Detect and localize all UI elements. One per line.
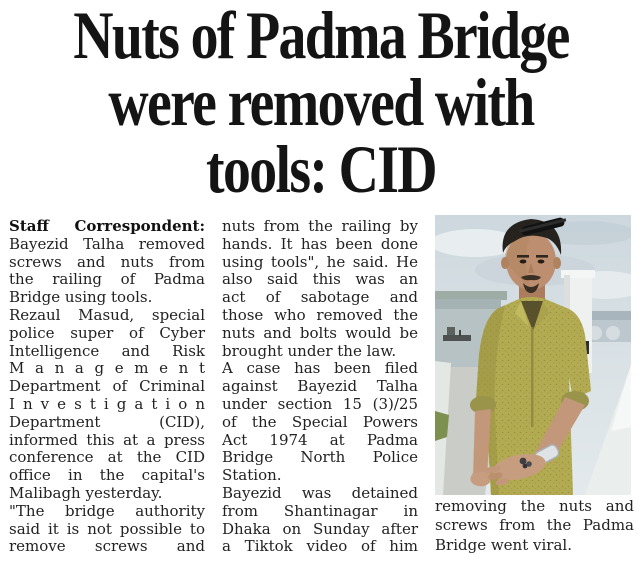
body-line: Bayezid Talha removed xyxy=(9,234,205,253)
body-line: Department (CID), xyxy=(9,412,205,431)
body-line: office in the capital's xyxy=(9,466,205,485)
body-line: said it is not possible to xyxy=(9,519,205,538)
body-line: Bridge North Police xyxy=(222,448,418,467)
body-line: A case has been filed xyxy=(222,359,418,378)
text-column-2 xyxy=(222,218,418,556)
body-line: hands. It has been done xyxy=(222,234,418,253)
body-line: Department of Criminal xyxy=(9,377,205,396)
body-line: under section 15 (3)/25 xyxy=(222,394,418,413)
body-line: from Shantinagar in xyxy=(222,501,418,520)
headline-line: tools: CID xyxy=(206,131,436,207)
headline-line: were removed with xyxy=(108,64,534,140)
body-line: a Tiktok video of him xyxy=(222,537,418,556)
text-column-1 xyxy=(9,218,205,556)
news-photo-illustration xyxy=(435,215,631,495)
body-line: nuts and bolts would be xyxy=(222,323,418,342)
photo-greenery xyxy=(435,411,449,441)
caption-line: removing the nuts and xyxy=(435,497,634,515)
body-line: against Bayezid Talha xyxy=(222,377,418,396)
body-line: remove screws and xyxy=(9,537,205,556)
photo-shoreline xyxy=(435,291,507,300)
body-line: of the Special Powers xyxy=(222,412,418,431)
body-line: those who removed the xyxy=(222,305,418,324)
body-line: nuts from the railing by xyxy=(222,217,418,235)
caption-line: screws from the Padma xyxy=(435,516,634,535)
body-line: "The bridge authority xyxy=(9,501,205,520)
photo-caption xyxy=(435,497,634,555)
body-line: Malibagh yesterday. xyxy=(9,483,163,502)
article-body xyxy=(0,218,642,556)
body-line: brought under the law. xyxy=(222,341,397,360)
body-line: Rezaul Masud, special xyxy=(9,305,205,324)
body-line: Act 1974 at Padma xyxy=(222,430,418,449)
body-line: conference at the CID xyxy=(9,448,205,467)
body-line: Intelligence and Risk xyxy=(9,341,205,360)
body-line: using tools", he said. He xyxy=(222,252,418,271)
body-line: Bridge using tools. xyxy=(9,288,153,307)
body-line: Station. xyxy=(222,466,282,485)
body-line: also said this was an xyxy=(222,270,418,289)
body-line: Dhaka on Sunday after xyxy=(222,519,418,538)
headline xyxy=(0,0,642,207)
body-line: M a n a g e m e n t xyxy=(9,359,205,378)
body-line: Bayezid was detained xyxy=(222,483,418,502)
body-line: the railing of Padma xyxy=(9,270,205,289)
figure xyxy=(435,215,634,556)
body-line: I n v e s t i g a t i o n xyxy=(9,394,205,413)
body-line: act of sabotage and xyxy=(222,288,418,307)
body-line: informed this at a press xyxy=(9,430,205,449)
caption-line: Bridge went viral. xyxy=(435,535,572,554)
body-line: Staff Correspondent: xyxy=(9,217,205,235)
body-line: police super of Cyber xyxy=(9,323,205,342)
headline-line: Nuts of Padma Bridge xyxy=(73,0,569,73)
body-line: screws and nuts from xyxy=(9,252,205,271)
